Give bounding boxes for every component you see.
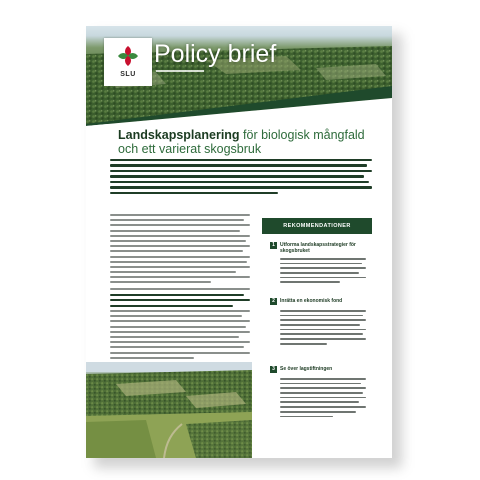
recommendations-heading: REKOMMENDATIONER <box>262 218 372 234</box>
headline-strong: Landskapsplanering <box>118 128 240 142</box>
landscape-photo <box>86 362 252 458</box>
recommendation-number: 2 <box>270 298 277 305</box>
recommendation-title: Inrätta en ekonomisk fond <box>280 298 343 304</box>
intro-paragraph <box>110 159 372 207</box>
recommendation-text <box>280 258 366 286</box>
slu-logo-icon <box>115 43 141 69</box>
headline <box>118 128 378 156</box>
recommendation-title: Se över lagstiftningen <box>280 366 333 372</box>
recommendation-text <box>280 310 366 348</box>
recommendation-title: Utforma landskapsstrategier för skogsbruket <box>280 242 356 254</box>
recommendation-number: 1 <box>270 242 277 249</box>
body-text-column <box>110 214 250 364</box>
issue-date <box>156 70 204 72</box>
policy-brief-page <box>86 26 392 458</box>
recommendations-panel <box>262 218 372 428</box>
document-type-title: Policy brief <box>154 40 277 68</box>
slu-logo <box>104 38 152 86</box>
recommendation-number: 3 <box>270 366 277 373</box>
recommendation-text <box>280 378 366 420</box>
logo-text: SLU <box>120 71 136 78</box>
headline-rest: för biologisk mångfald och ett varierat skogsbruk <box>118 128 365 156</box>
header-forest-image <box>86 26 392 124</box>
landscape-photo-texture <box>86 362 252 458</box>
